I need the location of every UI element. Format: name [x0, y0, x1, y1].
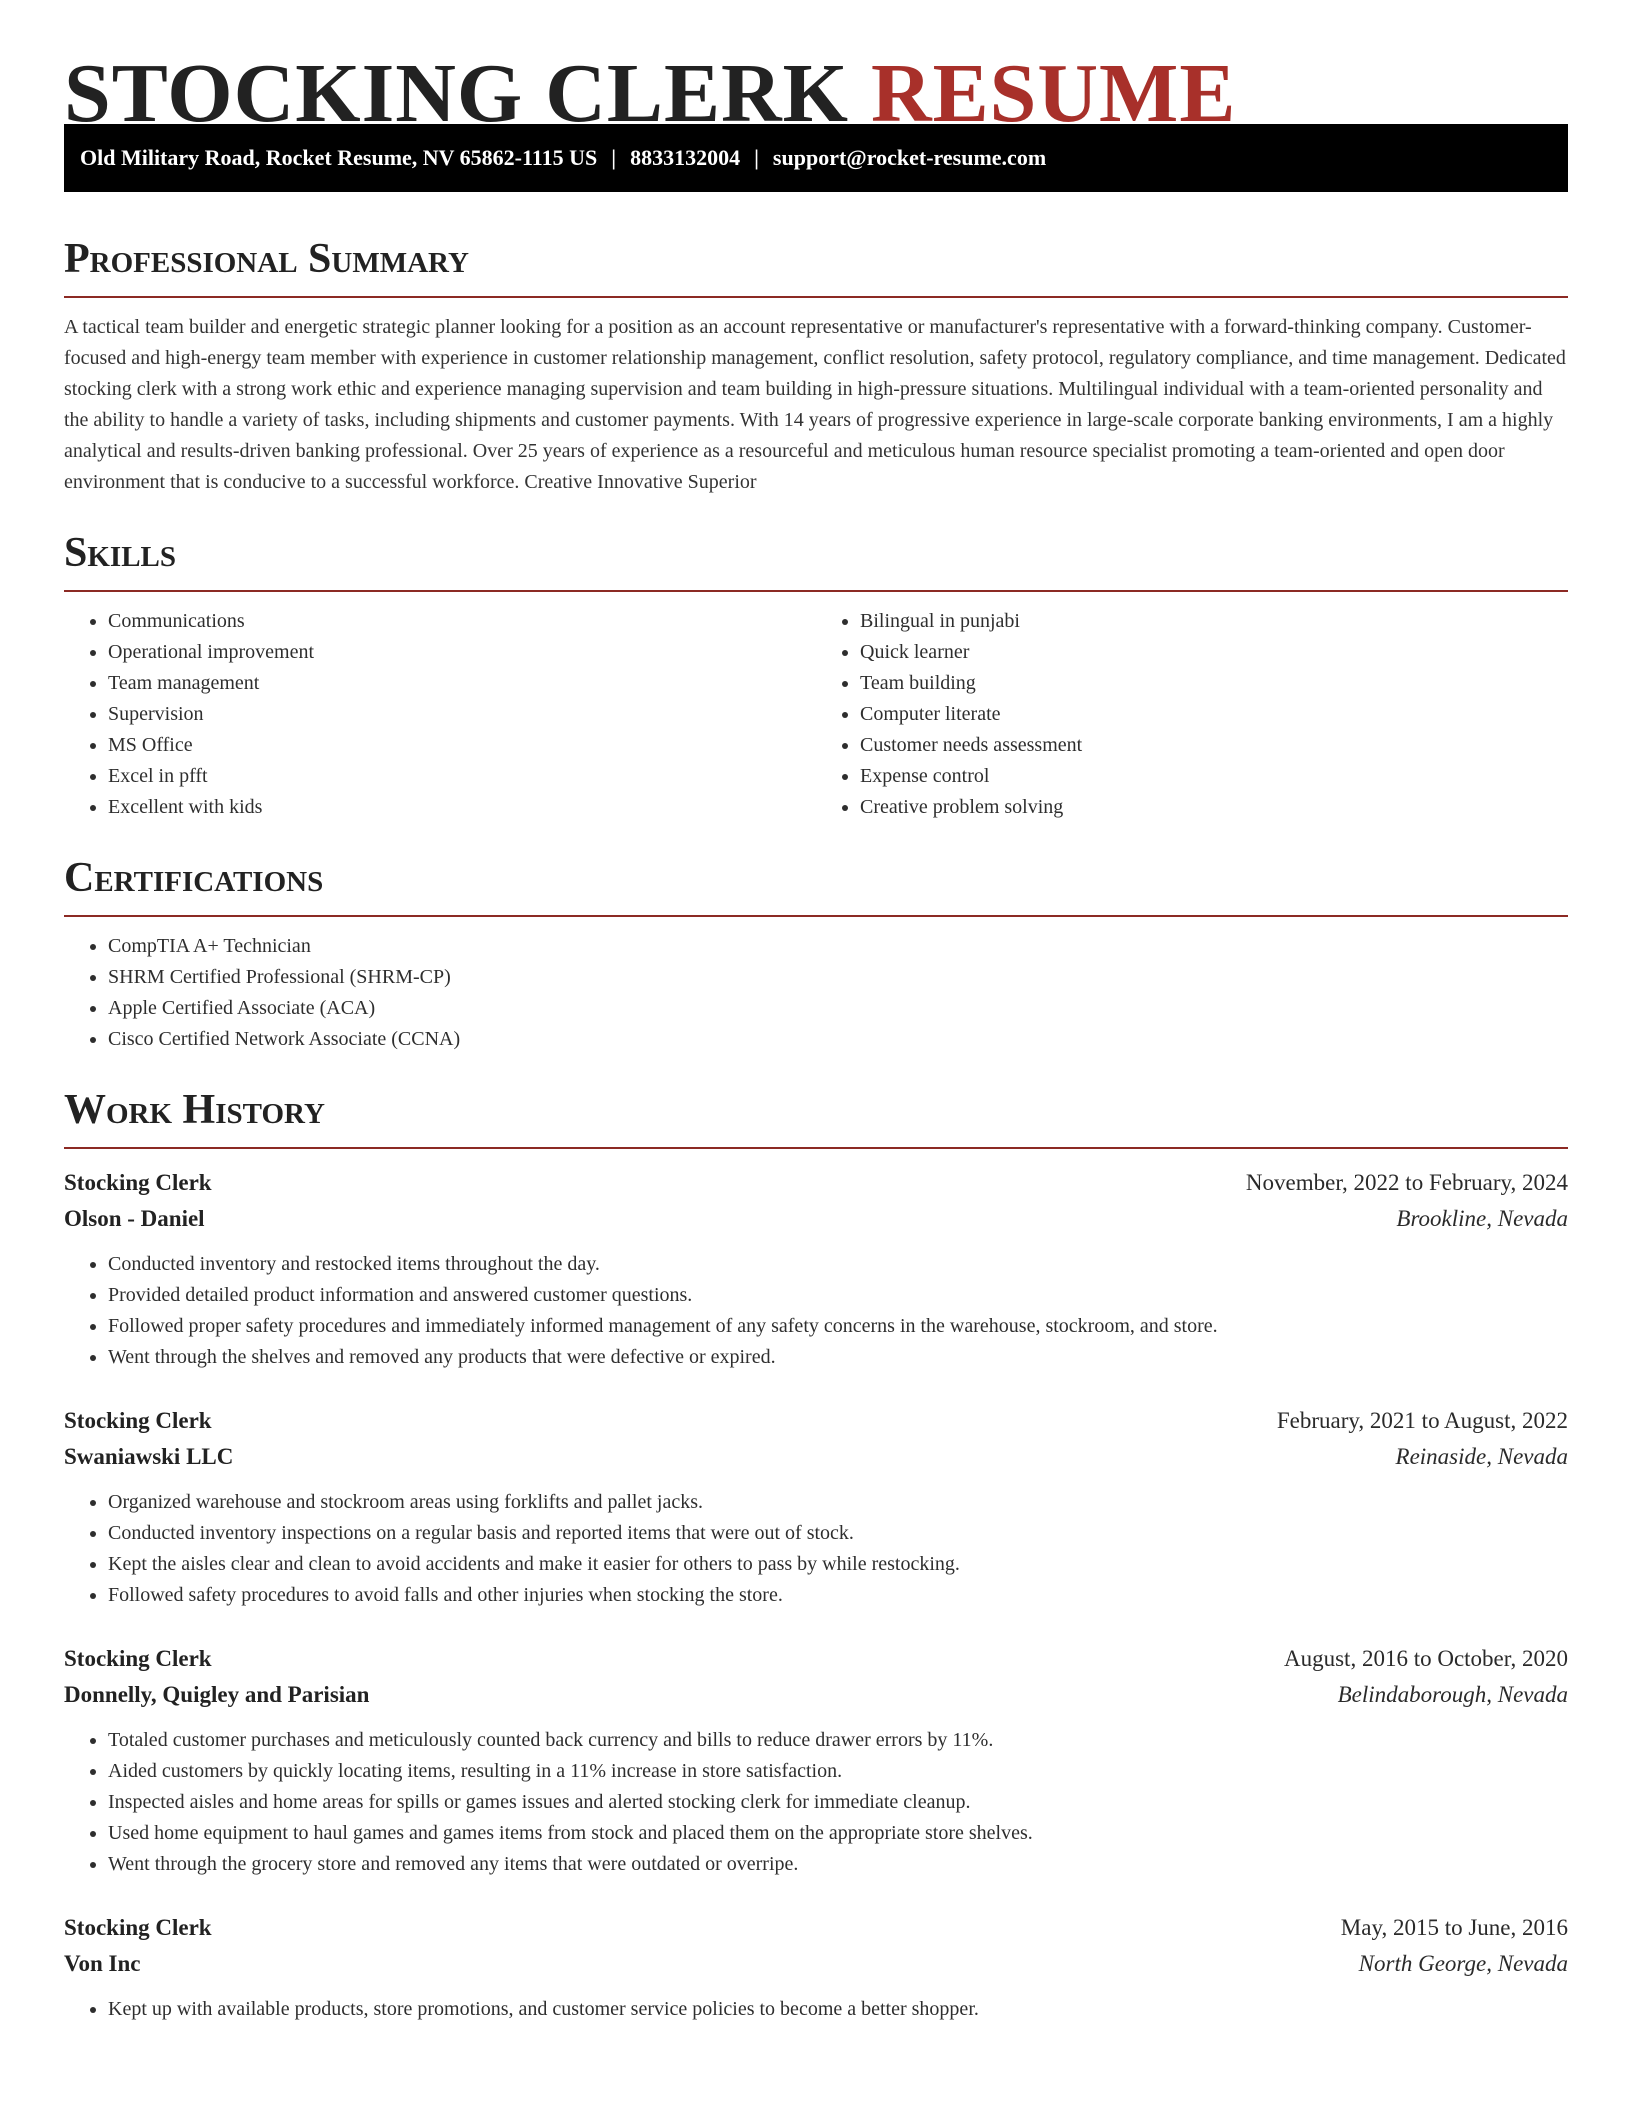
contact-phone[interactable]: 8833132004: [630, 145, 741, 170]
job-duties: [64, 1249, 1568, 1373]
summary-text: A tactical team builder and energetic strategic planner looking for a position as an account representative or manufacturer's representative with a forward-thinking company. Customer-focused and high-energy team member with experience in customer relationship management, conflict resolution, safety protocol, regulatory compliance, and time management. Dedicated stocking clerk with a strong work ethic and experience managing supervision and team building in high-pressure situations. Multilingual individual with a team-oriented personality and the ability to handle a variety of tasks, including shipments and customer payments. With 14 years of progressive experience in large-scale corporate banking environments, I am a highly analytical and results-driven banking professional. Over 25 years of experience as a resourceful and meticulous human resource specialist promoting a team-oriented and open door environment that is conducive to a successful workforce. Creative Innovative Superior: [64, 316, 1566, 493]
job-header-row: [64, 1641, 1568, 1677]
certifications-section: [64, 857, 1568, 1055]
skill-item: • Excellent with kids: [108, 792, 816, 823]
job-location: North George, Nevada: [1358, 1951, 1568, 1976]
job-company: Donnelly, Quigley and Parisian: [64, 1682, 370, 1707]
certification-item: • Apple Certified Associate (ACA): [108, 993, 1568, 1024]
job-entry: [64, 1165, 1568, 1373]
job-duty: • Followed safety procedures to avoid falls and other injuries when stocking the store.: [108, 1580, 1568, 1611]
job-company-row: [64, 1946, 1568, 1982]
job-location: Brookline, Nevada: [1396, 1206, 1568, 1231]
job-duty: • Used home equipment to haul games and games items from stock and placed them on the appropriate store shelves.: [108, 1818, 1568, 1849]
work-history-section: [64, 1089, 1568, 2025]
skill-item: • Bilingual in punjabi: [860, 606, 1568, 637]
skills-list-right: [816, 606, 1568, 823]
skills-grid: [64, 606, 1568, 823]
job-entry: [64, 1641, 1568, 1880]
summary-heading: Professional Summary: [64, 238, 1568, 298]
skills-heading: Skills: [64, 532, 1568, 592]
job-duty: • Organized warehouse and stockroom areas using forklifts and pallet jacks.: [108, 1487, 1568, 1518]
job-header-row: [64, 1165, 1568, 1201]
certifications-list: [64, 931, 1568, 1055]
skills-list-left: [64, 606, 816, 823]
job-company: Swaniawski LLC: [64, 1444, 234, 1469]
skill-item: • MS Office: [108, 730, 816, 761]
job-company-row: [64, 1201, 1568, 1237]
skill-item: • Team building: [860, 668, 1568, 699]
job-dates: February, 2021 to August, 2022: [1276, 1408, 1568, 1433]
job-entry: [64, 1910, 1568, 2025]
job-duty: • Conducted inventory and restocked items throughout the day.: [108, 1249, 1568, 1280]
certifications-heading: Certifications: [64, 857, 1568, 917]
job-duty: • Kept up with available products, store promotions, and customer service policies to become a better shopper.: [108, 1994, 1568, 2025]
job-duty: • Conducted inventory inspections on a regular basis and reported items that were out of stock.: [108, 1518, 1568, 1549]
skills-section: [64, 532, 1568, 823]
certification-item: • Cisco Certified Network Associate (CCNA): [108, 1024, 1568, 1055]
job-duties: [64, 1725, 1568, 1880]
contact-email[interactable]: support@rocket-resume.com: [772, 145, 1047, 170]
job-location: Reinaside, Nevada: [1395, 1444, 1568, 1469]
job-company: Olson - Daniel: [64, 1206, 205, 1231]
job-duty: • Kept the aisles clear and clean to avoid accidents and make it easier for others to pass by while restocking.: [108, 1549, 1568, 1580]
skill-item: • Expense control: [860, 761, 1568, 792]
job-title: Stocking Clerk: [64, 1170, 212, 1195]
job-dates: August, 2016 to October, 2020: [1284, 1646, 1568, 1671]
job-duty: • Followed proper safety procedures and immediately informed management of any safety concerns in the warehouse, stockroom, and store.: [108, 1311, 1568, 1342]
job-duty: • Aided customers by quickly locating items, resulting in a 11% increase in store satisfaction.: [108, 1756, 1568, 1787]
skill-item: • Excel in pfft: [108, 761, 816, 792]
job-duty: • Totaled customer purchases and meticulously counted back currency and bills to reduce drawer errors by 11%.: [108, 1725, 1568, 1756]
title-main: STOCKING CLERK: [64, 47, 849, 140]
contact-address: Old Military Road, Rocket Resume, NV 65862-1115 US: [80, 145, 598, 170]
skill-item: • Operational improvement: [108, 637, 816, 668]
job-title: Stocking Clerk: [64, 1915, 212, 1940]
skill-item: • Quick learner: [860, 637, 1568, 668]
job-duty: • Provided detailed product information and answered customer questions.: [108, 1280, 1568, 1311]
skill-item: • Customer needs assessment: [860, 730, 1568, 761]
job-company-row: [64, 1677, 1568, 1713]
job-duty: • Went through the shelves and removed any products that were defective or expired.: [108, 1342, 1568, 1373]
job-duties: [64, 1994, 1568, 2025]
title-accent: RESUME: [870, 47, 1237, 140]
skill-item: • Creative problem solving: [860, 792, 1568, 823]
job-company: Von Inc: [64, 1951, 141, 1976]
work-history-heading: Work History: [64, 1089, 1568, 1149]
job-title: Stocking Clerk: [64, 1646, 212, 1671]
job-duty: • Inspected aisles and home areas for spills or games issues and alerted stocking clerk for immediate cleanup.: [108, 1787, 1568, 1818]
skill-item: • Team management: [108, 668, 816, 699]
job-location: Belindaborough, Nevada: [1337, 1682, 1568, 1707]
summary-section: [64, 238, 1568, 498]
skill-item: • Supervision: [108, 699, 816, 730]
job-company-row: [64, 1439, 1568, 1475]
job-header-row: [64, 1910, 1568, 1946]
skill-item: • Communications: [108, 606, 816, 637]
resume-title: [64, 0, 1568, 140]
job-duties: [64, 1487, 1568, 1611]
job-entry: [64, 1403, 1568, 1611]
certification-item: • SHRM Certified Professional (SHRM-CP): [108, 962, 1568, 993]
job-dates: November, 2022 to February, 2024: [1245, 1170, 1568, 1195]
job-title: Stocking Clerk: [64, 1408, 212, 1433]
skill-item: • Computer literate: [860, 699, 1568, 730]
contact-separator: |: [754, 145, 759, 170]
job-header-row: [64, 1403, 1568, 1439]
certification-item: • CompTIA A+ Technician: [108, 931, 1568, 962]
job-dates: May, 2015 to June, 2016: [1340, 1915, 1568, 1940]
job-duty: • Went through the grocery store and removed any items that were outdated or overripe.: [108, 1849, 1568, 1880]
contact-separator: |: [611, 145, 617, 170]
